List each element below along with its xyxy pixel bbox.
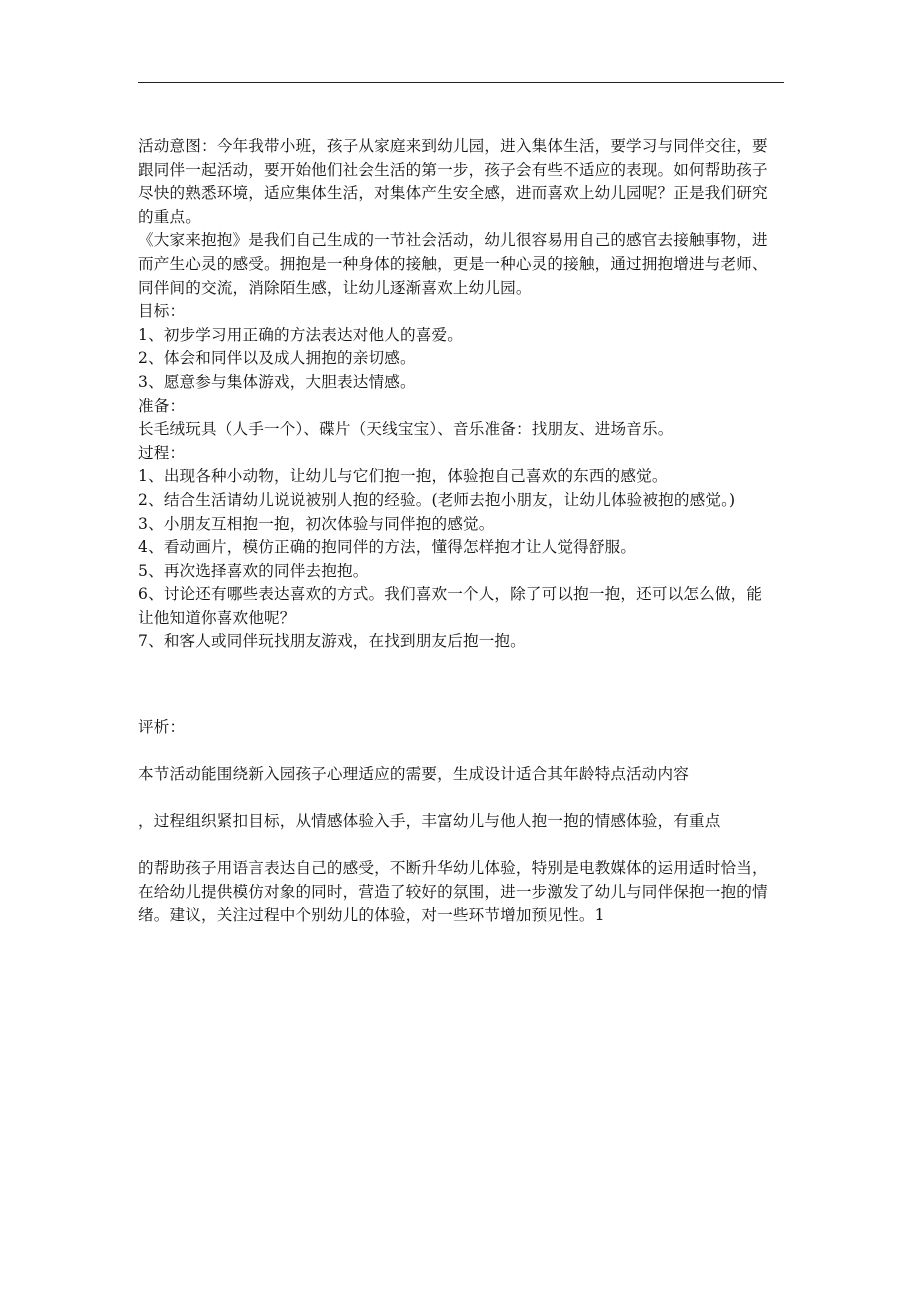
goal-item: 1、初步学习用正确的方法表达对他人的喜爱。 bbox=[138, 325, 463, 344]
evaluation-heading-text: 评析： bbox=[138, 718, 186, 736]
process-step: 2、结合生活请幼儿说说被别人抱的经验。(老师去抱小朋友，让幼儿体验被抱的感觉。) bbox=[138, 490, 736, 509]
intro-line: 同伴间的交流，消除陌生感，让幼儿逐渐喜欢上幼儿园。 bbox=[138, 278, 532, 297]
process-step: 5、再次选择喜欢的同伴去抱抱。 bbox=[138, 561, 369, 580]
document-body bbox=[138, 135, 788, 654]
evaluation-paragraph-1 bbox=[138, 763, 788, 787]
intent-line: 活动意图：今年我带小班，孩子从家庭来到幼儿园，进入集体生活，要学习与同伴交往，要 bbox=[138, 137, 768, 155]
evaluation-line: 的帮助孩子用语言表达自己的感受，不断升华幼儿体验，特别是电教媒体的运用适时恰当， bbox=[138, 859, 768, 877]
intent-line: 的重点。 bbox=[138, 207, 201, 226]
goal-item: 2、体会和同伴以及成人拥抱的亲切感。 bbox=[138, 349, 416, 368]
evaluation-paragraph-2 bbox=[138, 810, 788, 834]
preparation-text: 长毛绒玩具（人手一个）、碟片（天线宝宝）、音乐准备：找朋友、进场音乐。 bbox=[138, 420, 674, 439]
preparation-heading: 准备： bbox=[138, 396, 186, 415]
evaluation-line: 本节活动能围绕新入园孩子心理适应的需要，生成设计适合其年龄特点活动内容 bbox=[138, 765, 690, 783]
process-step: 1、出现各种小动物，让幼儿与它们抱一抱，体验抱自己喜欢的东西的感觉。 bbox=[138, 467, 668, 486]
evaluation-paragraph-3 bbox=[138, 857, 788, 928]
process-step: 6、讨论还有哪些表达喜欢的方式。我们喜欢一个人，除了可以抱一抱，还可以怎么做，能 bbox=[138, 585, 763, 604]
process-step: 让他知道你喜欢他呢？ bbox=[138, 608, 296, 627]
evaluation-line: ，过程组织紧扣目标，从情感体验入手，丰富幼儿与他人抱一抱的情感体验，有重点 bbox=[138, 812, 721, 830]
process-heading: 过程： bbox=[138, 443, 186, 462]
intro-line: 而产生心灵的感受。拥抱是一种身体的接触，更是一种心灵的接触，通过拥抱增进与老师、 bbox=[138, 254, 768, 273]
goal-item: 3、愿意参与集体游戏，大胆表达情感。 bbox=[138, 372, 416, 391]
process-step: 3、小朋友互相抱一抱，初次体验与同伴抱的感觉。 bbox=[138, 514, 495, 533]
evaluation-line: 在给幼儿提供模仿对象的同时，营造了较好的氛围，进一步激发了幼儿与同伴保抱一抱的情 bbox=[138, 882, 768, 901]
intent-line: 尽快的熟悉环境，适应集体生活，对集体产生安全感，进而喜欢上幼儿园呢？正是我们研究 bbox=[138, 184, 768, 203]
intro-line: 《大家来抱抱》是我们自己生成的一节社会活动，幼儿很容易用自己的感官去接触事物，进 bbox=[138, 231, 768, 250]
process-step: 7、和客人或同伴玩找朋友游戏，在找到朋友后抱一抱。 bbox=[138, 632, 526, 651]
intent-line: 跟同伴一起活动，要开始他们社会生活的第一步，孩子会有些不适应的表现。如何帮助孩子 bbox=[138, 160, 768, 179]
process-step: 4、看动画片，模仿正确的抱同伴的方法，懂得怎样抱才让人觉得舒服。 bbox=[138, 538, 637, 557]
header-rule bbox=[138, 82, 784, 83]
evaluation-heading bbox=[138, 716, 788, 740]
goals-heading: 目标： bbox=[138, 302, 186, 321]
evaluation-line: 绪。建议，关注过程中个别幼儿的体验，对一些环节增加预见性。1 bbox=[138, 906, 605, 925]
